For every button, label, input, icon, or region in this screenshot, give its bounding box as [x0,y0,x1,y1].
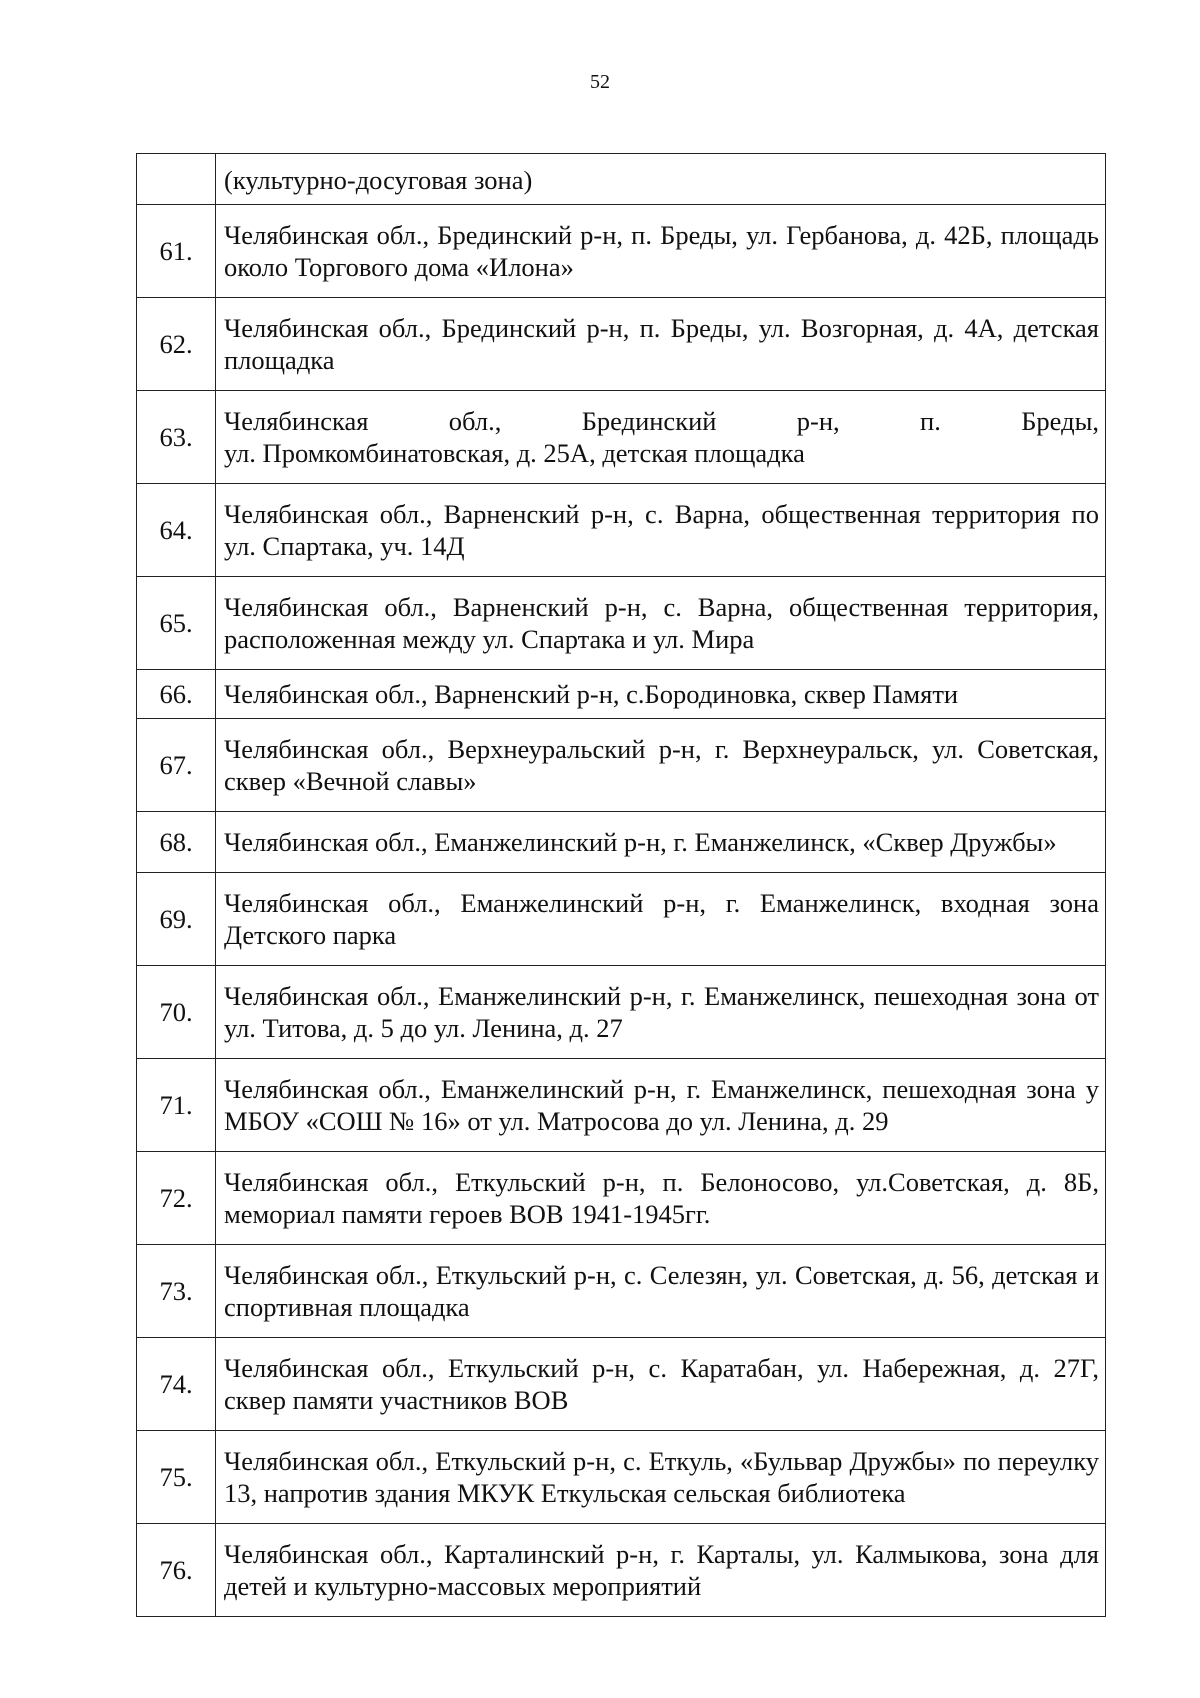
row-number-cell: 73. [137,1245,216,1338]
row-number-cell [137,154,216,205]
row-number-cell: 64. [137,484,216,577]
row-text-cell: Челябинская обл., Брединский р-н, п. Бреды, ул. Гербанова, д. 42Б, площадь около Торгового дома «Илона» [216,205,1106,298]
row-text-cell: Челябинская обл., Брединский р-н, п. Бреды, ул. Возгорная, д. 4А, детская площадка [216,298,1106,391]
row-number-cell: 62. [137,298,216,391]
row-text-cell: Челябинская обл., Еманжелинский р-н, г. Еманжелинск, пешеходная зона от ул. Титова, д. 5 до ул. Ленина, д. 27 [216,966,1106,1059]
table-row [137,670,1106,719]
row-text-cell: Челябинская обл., Варненский р-н, с. Варна, общественная территория по ул. Спартака, уч. 14Д [216,484,1106,577]
table-row [137,205,1106,298]
row-text-cell: (культурно-досуговая зона) [216,154,1106,205]
row-text-cell: Челябинская обл., Еткульский р-н, п. Белоносово, ул.Советская, д. 8Б, мемориал памяти героев ВОВ 1941-1945гг. [216,1152,1106,1245]
table-row [137,719,1106,812]
table-row [137,1431,1106,1524]
row-number-cell: 71. [137,1059,216,1152]
row-number-cell: 70. [137,966,216,1059]
table-row [137,873,1106,966]
row-number-cell: 68. [137,812,216,873]
row-number-cell: 63. [137,391,216,484]
table-row [137,1524,1106,1617]
row-text-cell: Челябинская обл., Еткульский р-н, с. Каратабан, ул. Набережная, д. 27Г, сквер памяти участников ВОВ [216,1338,1106,1431]
table-row [137,1152,1106,1245]
row-text-cell: Челябинская обл., Еткульский р-н, с. Селезян, ул. Советская, д. 56, детская и спортивная площадка [216,1245,1106,1338]
table-row [137,577,1106,670]
row-text-line: ул. Промкомбинатовская, д. 25А, детская площадка [224,438,805,468]
row-number-cell: 66. [137,670,216,719]
row-number-cell: 65. [137,577,216,670]
row-text-cell: Челябинская обл., Карталинский р-н, г. Карталы, ул. Калмыкова, зона для детей и культурно-массовых мероприятий [216,1524,1106,1617]
row-text-cell: Челябинская обл., Еткульский р-н, с. Еткуль, «Бульвар Дружбы» по переулку 13, напротив здания МКУК Еткульская сельская библиотека [216,1431,1106,1524]
table-row [137,812,1106,873]
row-text-cell: Челябинская обл., Варненский р-н, с.Бородиновка, сквер Памяти [216,670,1106,719]
row-text-cell [216,391,1106,484]
table-row [137,1245,1106,1338]
table-row [137,484,1106,577]
row-number-cell: 76. [137,1524,216,1617]
row-number-cell: 75. [137,1431,216,1524]
table-row [137,154,1106,205]
row-number-cell: 69. [137,873,216,966]
row-text-cell: Челябинская обл., Верхнеуральский р-н, г. Верхнеуральск, ул. Советская, сквер «Вечной славы» [216,719,1106,812]
row-text-cell: Челябинская обл., Еманжелинский р-н, г. Еманжелинск, «Сквер Дружбы» [216,812,1106,873]
address-table [136,153,1106,1617]
row-number-cell: 61. [137,205,216,298]
row-text-cell: Челябинская обл., Варненский р-н, с. Варна, общественная территория, расположенная между ул. Спартака и ул. Мира [216,577,1106,670]
row-text-cell: Челябинская обл., Еманжелинский р-н, г. Еманжелинск, входная зона Детского парка [216,873,1106,966]
row-number-cell: 74. [137,1338,216,1431]
page-number: 52 [590,71,610,93]
row-text-line: Челябинская обл., Брединский р-н, п. Бреды, [224,406,1099,436]
row-text-cell: Челябинская обл., Еманжелинский р-н, г. Еманжелинск, пешеходная зона у МБОУ «СОШ № 16» от ул. Матросова до ул. Ленина, д. 29 [216,1059,1106,1152]
row-number-cell: 67. [137,719,216,812]
table-row [137,1059,1106,1152]
row-number-cell: 72. [137,1152,216,1245]
table-row [137,966,1106,1059]
table-row [137,391,1106,484]
table-row [137,1338,1106,1431]
table-row [137,298,1106,391]
